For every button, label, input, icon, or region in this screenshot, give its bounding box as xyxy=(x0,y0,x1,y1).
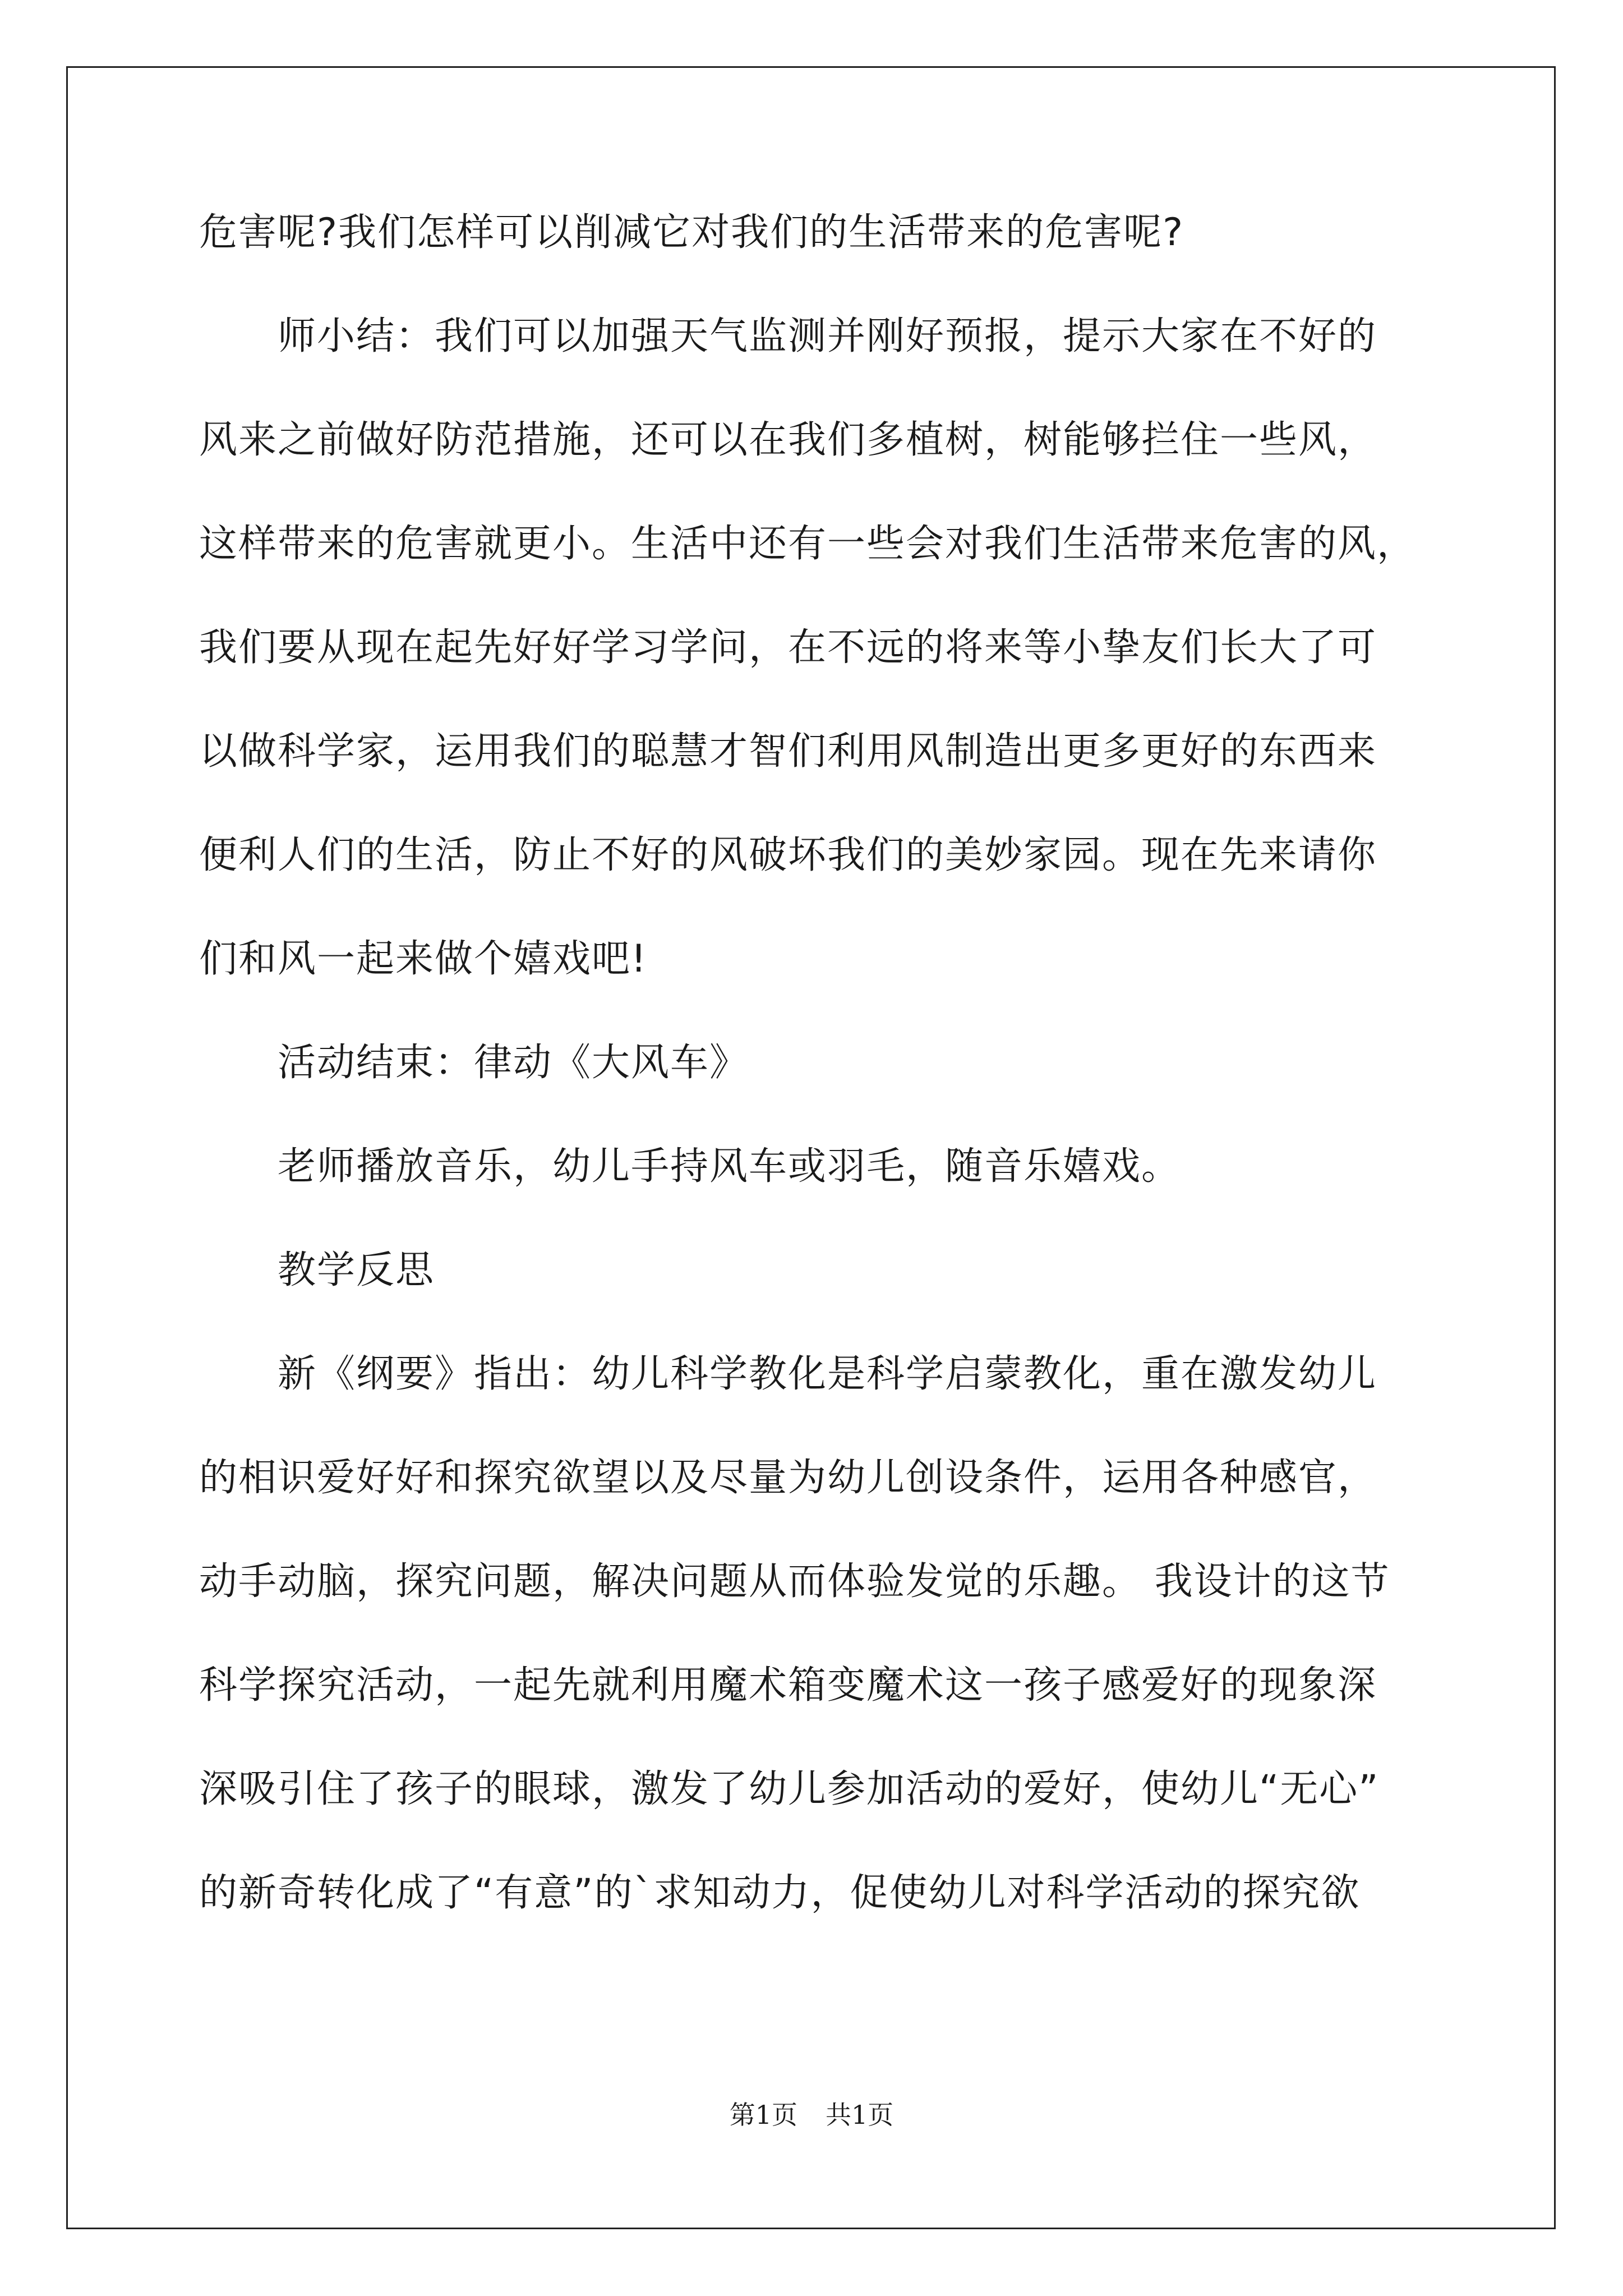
text-line: 以做科学家，运用我们的聪慧才智们利用风制造出更多更好的东西来 xyxy=(199,729,1377,774)
text-line: 老师播放音乐，幼儿手持风车或羽毛，随音乐嬉戏。 xyxy=(278,1144,1181,1189)
text-line: 这样带来的危害就更小。生活中还有一些会对我们生活带来危害的风， xyxy=(199,522,1417,566)
text-line: 科学探究活动，一起先就利用魔术箱变魔术这一孩子感爱好的现象深 xyxy=(199,1663,1377,1708)
text-line: 风来之前做好防范措施，还可以在我们多植树，树能够拦住一些风， xyxy=(199,418,1377,462)
page-footer xyxy=(0,2098,1623,2132)
section-heading: 活动结束：律动《大风车》 xyxy=(278,1041,749,1085)
text-line: 便利人们的生活，防止不好的风破坏我们的美妙家园。现在先来请你 xyxy=(199,833,1377,877)
text-line: 我们要从现在起先好好学习学问，在不远的将来等小挚友们长大了可 xyxy=(199,625,1377,670)
text-line: 师小结：我们可以加强天气监测并刚好预报，提示大家在不好的 xyxy=(278,314,1377,358)
page-total: 共1页 xyxy=(826,2100,894,2130)
text-line: 的新奇转化成了“有意”的`求知动力，促使幼儿对科学活动的探究欲 xyxy=(199,1871,1361,1915)
text-line: 危害呢?我们怎样可以削减它对我们的生活带来的危害呢? xyxy=(199,210,1184,255)
page-number: 第1页 xyxy=(729,2100,797,2130)
text-line: 深吸引住了孩子的眼球，激发了幼儿参加活动的爱好，使幼儿“无心” xyxy=(199,1767,1380,1811)
text-line: 们和风一起来做个嬉戏吧! xyxy=(199,937,648,981)
section-heading: 教学反思 xyxy=(278,1248,435,1292)
text-line: 新《纲要》指出：幼儿科学教化是科学启蒙教化，重在激发幼儿 xyxy=(278,1352,1377,1396)
text-line: 的相识爱好好和探究欲望以及尽量为幼儿创设条件，运用各种感官， xyxy=(199,1456,1377,1500)
text-line: 动手动脑，探究问题，解决问题从而体验发觉的乐趣。 我设计的这节 xyxy=(199,1559,1390,1604)
